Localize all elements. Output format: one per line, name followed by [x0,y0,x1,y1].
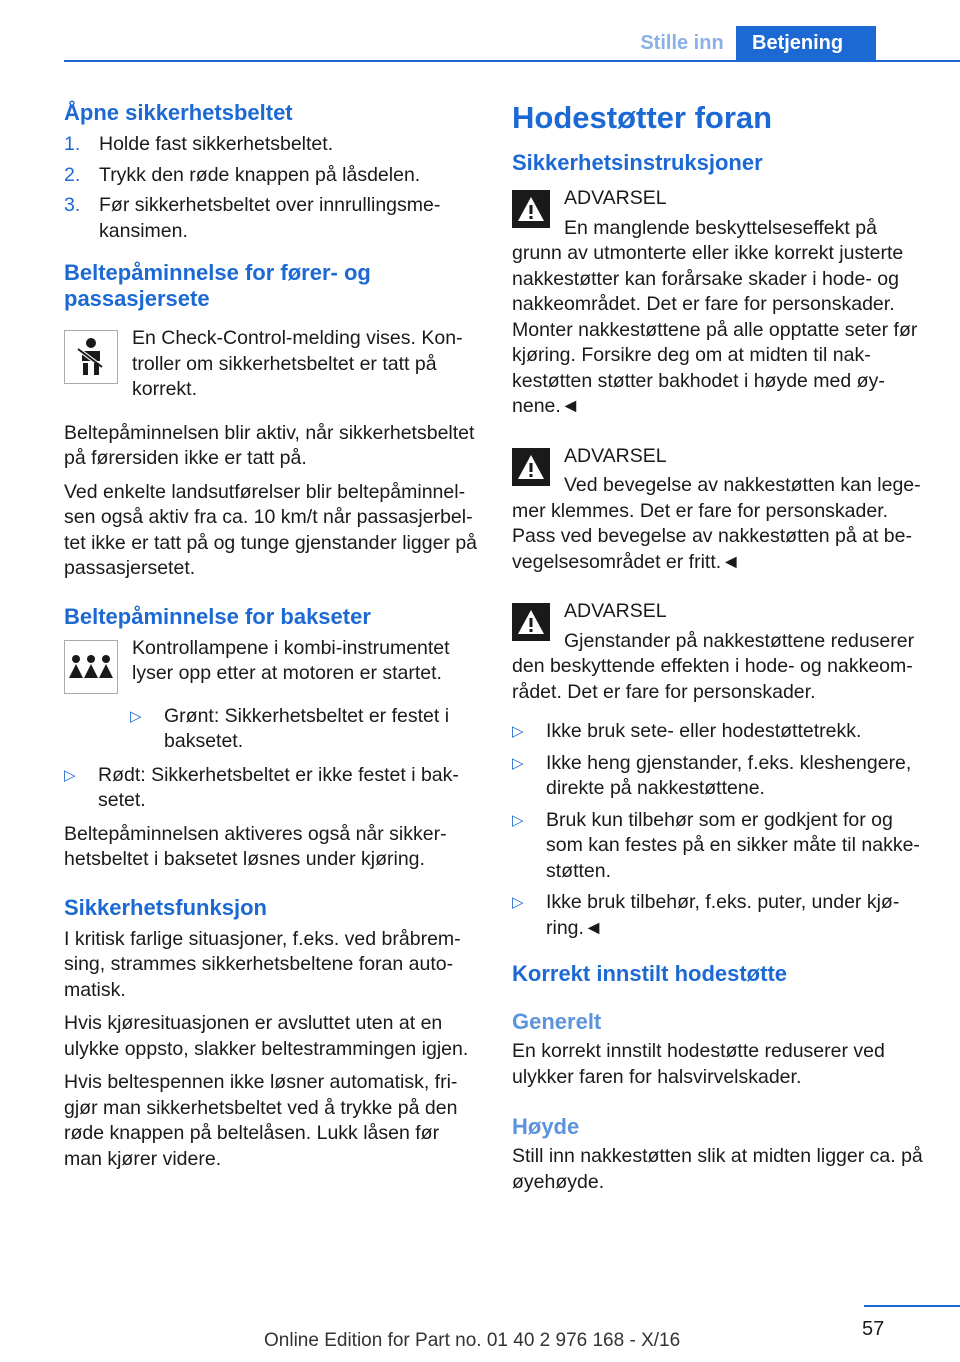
section-title-correct-headrest: Korrekt innstilt hodestøtte [512,961,788,986]
footer-rule [864,1305,960,1307]
header-tab-betjening[interactable]: Betjening [736,26,876,62]
warning-triangle-icon [512,603,550,641]
section-title-belt-reminder-front: Beltepåminnelse for fører- og passasjersete [64,260,371,311]
header-tab-stille-inn[interactable]: Stille inn [640,32,724,54]
section-title-belt-reminder-rear: Beltepåminnelse for bakseter [64,603,371,629]
belt-reminder-front-block [64,326,480,411]
list-item: ▷ Bruk kun tilbehør som er godkjent for og som kan festes på en sikker måte til nakkestøtten. [512,808,920,882]
belt-reminder-front-text: En Check-Control-melding vises. Kontroller om sikkerhetsbeltet er tatt på korrekt. [132,327,463,400]
right-column [512,100,928,1203]
list-item: ▷ Ikke heng gjenstander, f.eks. kleshengere, direkte på nakkestøttene. [512,751,912,799]
warning-text: Ved bevegelse av nakkestøtten kan legemer klemmes. Det er fare for personskader. Pass ved bevegelse av nakkestøtten på at bevegelsesområdet er fritt.◄ [512,474,921,573]
list-item: 1. Holde fast sikkerhetsbeltet. [64,133,334,155]
list-item: 3. Før sikkerhetsbeltet over innrullingsmekansimen. [64,194,441,242]
warning-text: En manglende beskyttelseseffekt på grunn av utmonterte eller ikke korrekt justerte nakkestøtter kan forårsake skader i hode- og nakkeområdet. Det er fare for personskader. Monter nakkestøttene på alle opptatte seter før kjøring. Forsikre deg om at midten til nakkestøtten støtter bakhodet i høyde med øynene.◄ [512,216,918,417]
list-item: ▷ Grønt: Sikkerhetsbeltet er festet i baksetet. [130,704,450,752]
paragraph: En korrekt innstilt hodestøtte reduserer ved ulykker faren for halsvirvelskader. [512,1040,885,1088]
warning-triangle-icon [512,448,550,486]
header-rule [64,60,960,62]
list-item: 2. Trykk den røde knappen på låsdelen. [64,163,421,186]
paragraph: Beltepåminnelsen blir aktiv, når sikkerhetsbeltet på førersiden ikke er tatt på. [64,421,475,469]
footer-edition: Online Edition for Part no. 01 40 2 976 168 - X/16 [264,1330,681,1351]
warning-label: ADVARSEL [564,187,667,209]
rear-belt-status-list-2 [64,763,480,814]
section-title-safety-instructions: Sikkerhetsinstruksjoner [512,150,763,175]
warning-label: ADVARSEL [564,600,667,622]
paragraph: Beltepåminnelsen aktiveres også når sikkerhetsbeltet i baksetet løsnes under kjøring. [64,822,447,870]
warning-label: ADVARSEL [564,444,667,467]
page-title: Hodestøtter foran [512,100,773,135]
belt-reminder-rear-block [64,636,480,698]
section-title-open-belt: Åpne sikkerhetsbeltet [64,100,293,125]
warning-block-2 [512,444,928,584]
paragraph: Hvis kjøresituasjonen er avsluttet uten at en ulykke oppsto, slakker beltestrammingen igjen. [64,1012,469,1060]
headrest-precautions-list [512,719,928,941]
warning-block-3 [512,599,928,713]
list-item: ▷ Ikke bruk tilbehør, f.eks. puter, under kjøring.◄ [512,891,900,939]
rear-seat-belt-icon [64,640,118,694]
paragraph: I kritisk farlige situasjoner, f.eks. ved bråbremsing, strammes sikkerhetsbeltene foran automatisk. [64,927,461,1001]
list-item: ▷ Rødt: Sikkerhetsbeltet er ikke festet i baksetet. [64,763,459,811]
belt-reminder-rear-text: Kontrollampene i kombi-instrumentet lyser opp etter at motoren er startet. [132,636,450,684]
subsection-title-height: Høyde [512,1114,580,1139]
list-item: ▷ Ikke bruk sete- eller hodestøttetrekk. [512,720,862,742]
left-column [64,100,480,1180]
open-belt-steps [64,132,480,244]
warning-triangle-icon [512,190,550,228]
subsection-title-general: Generelt [512,1009,602,1034]
paragraph: Ved enkelte landsutførelser blir beltepåminnelsen også aktiv fra ca. 10 km/t når passasjerbeltet ikke er tatt på og tunge gjenstander ligger på passasjersetet. [64,480,478,579]
warning-block-1 [512,186,928,428]
page-number: 57 [862,1318,885,1340]
rear-belt-status-list [130,704,480,755]
paragraph: Hvis beltespennen ikke løsner automatisk, frigjør man sikkerhetsbeltet ved å trykke på den røde knappen på beltelåsen. Lukk låsen før man kjører videre. [64,1071,458,1170]
seatbelt-warning-icon [64,330,118,384]
paragraph: Still inn nakkestøtten slik at midten ligger ca. på øyehøyde. [512,1145,923,1193]
warning-text: Gjenstander på nakkestøttene reduserer den beskyttende effekten i hode- og nakkeområdet. Det er fare for personskader. [512,629,915,703]
section-title-safety-function: Sikkerhetsfunksjon [64,894,267,920]
